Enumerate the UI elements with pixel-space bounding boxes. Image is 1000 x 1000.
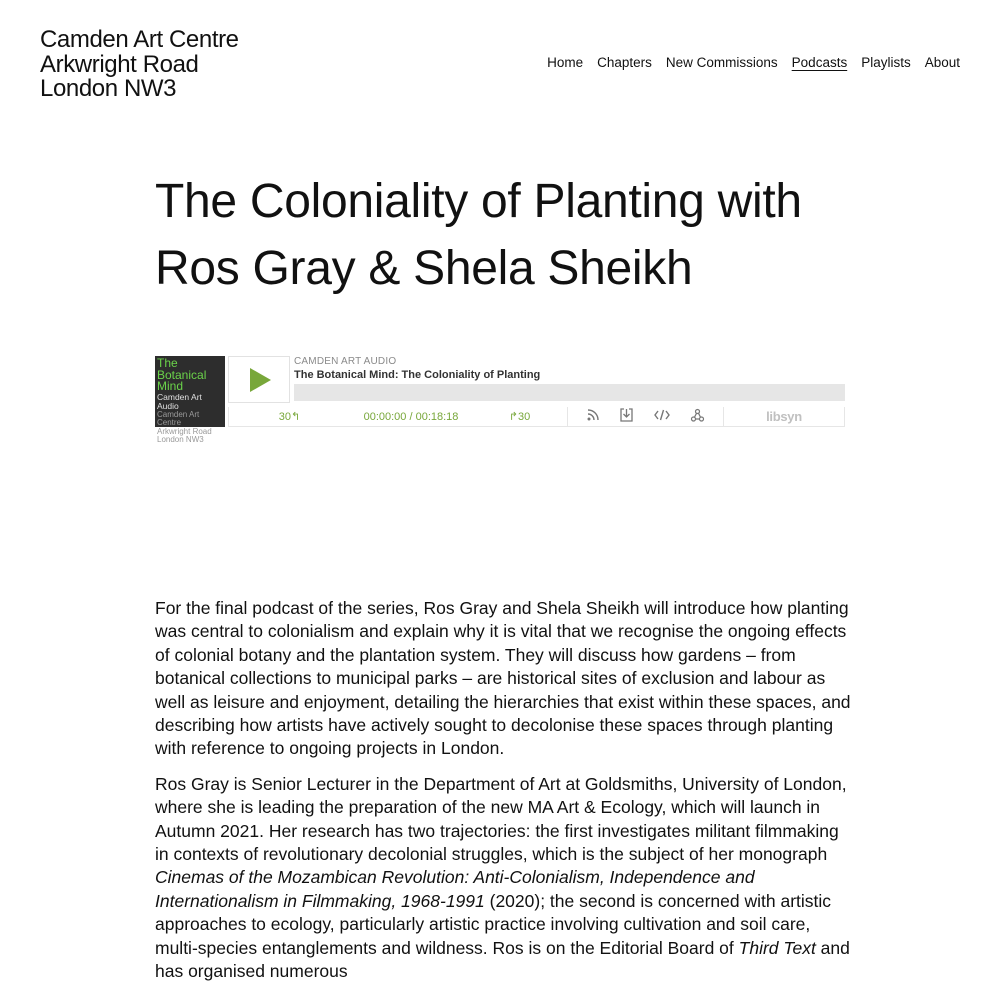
brand-label: libsyn bbox=[766, 409, 802, 424]
main-nav bbox=[547, 55, 960, 70]
cover-text: Camden Art Centre bbox=[157, 409, 200, 427]
cover-text: London NW3 bbox=[157, 435, 204, 444]
cover-text: Arkwright Road bbox=[157, 426, 212, 436]
cover-text: Botanical bbox=[157, 367, 207, 382]
bio-paragraph bbox=[155, 773, 855, 984]
nav-item-podcasts[interactable]: Podcasts bbox=[791, 55, 848, 70]
cover-text: Mind bbox=[157, 379, 184, 393]
forward-30-button[interactable]: ↱30 bbox=[472, 407, 568, 426]
page-title: The Coloniality of Planting with Ros Gray & Shela Sheikh bbox=[155, 175, 802, 295]
podcast-episode-title: The Botanical Mind: The Coloniality of Planting bbox=[294, 369, 541, 381]
player-actions bbox=[568, 407, 724, 426]
download-icon[interactable] bbox=[620, 408, 633, 425]
podcast-show-name: CAMDEN ART AUDIO bbox=[294, 356, 397, 367]
podcast-cover-art bbox=[155, 356, 225, 444]
nav-item-new-commissions[interactable]: New Commissions bbox=[665, 55, 778, 70]
nav-item-playlists[interactable]: Playlists bbox=[861, 55, 911, 70]
share-icon[interactable] bbox=[691, 409, 704, 425]
bio-text: and has organised numerous bbox=[155, 937, 850, 982]
article-body bbox=[155, 597, 855, 996]
bio-text: (2020); the second is concerned with artistic approaches to ecology, particularly artistic practice involving cultivation and soil care, multi-species entanglements and wildness. Ros is on the Editorial Board of bbox=[155, 890, 832, 958]
site-address-city: London NW3 bbox=[40, 75, 177, 102]
cover-text: The bbox=[157, 356, 178, 370]
site-identity[interactable] bbox=[40, 28, 239, 102]
site-address-street: Arkwright Road bbox=[40, 50, 199, 78]
nav-item-chapters[interactable]: Chapters bbox=[597, 55, 652, 70]
player-controls bbox=[228, 407, 845, 427]
journal-title: Third Text bbox=[738, 937, 816, 958]
bio-text: Ros Gray is Senior Lecturer in the Department of Art at Goldsmiths, University of London, where she is leading the preparation of the new MA Art & Ecology, which will launch in Autumn 2021. Her research has two trajectories: the first investigates militant filmmaking in contexts of revolutionary decolonial struggles, which is the subject of her monograph bbox=[155, 773, 847, 865]
intro-paragraph: For the final podcast of the series, Ros Gray and Shela Sheikh will introduce how planting was central to colonialism and explain why it is vital that we recognise the ongoing effects of colonial botany and the plantation system. They will discuss how gardens – from botanical collections to municipal parks – are historical sites of exclusion and labour as well as leisure and enjoyment, detailing the hierarchies that exist within these spaces, and describing how artists have actively sought to decolonise these spaces through planting with reference to ongoing projects in London. bbox=[155, 598, 851, 759]
rewind-30-button[interactable]: 30↰ bbox=[278, 411, 301, 423]
time-display: 00:00:00 / 00:18:18 bbox=[363, 410, 459, 423]
nav-item-about[interactable]: About bbox=[924, 55, 960, 70]
podcast-player bbox=[155, 356, 845, 444]
play-button[interactable] bbox=[228, 356, 290, 403]
libsyn-logo[interactable] bbox=[724, 407, 844, 426]
embed-icon[interactable] bbox=[654, 409, 670, 424]
nav-item-home[interactable]: Home bbox=[547, 55, 584, 70]
rss-icon[interactable] bbox=[587, 409, 599, 424]
book-title: Cinemas of the Mozambican Revolution: Anti-Colonialism, Independence and Internationalism in Filmmaking, 1968-1991 bbox=[155, 867, 755, 911]
site-name: Camden Art Centre bbox=[40, 26, 239, 53]
progress-bar[interactable] bbox=[294, 384, 845, 401]
play-icon bbox=[250, 368, 271, 392]
cover-text: Camden Art Audio bbox=[157, 391, 202, 411]
